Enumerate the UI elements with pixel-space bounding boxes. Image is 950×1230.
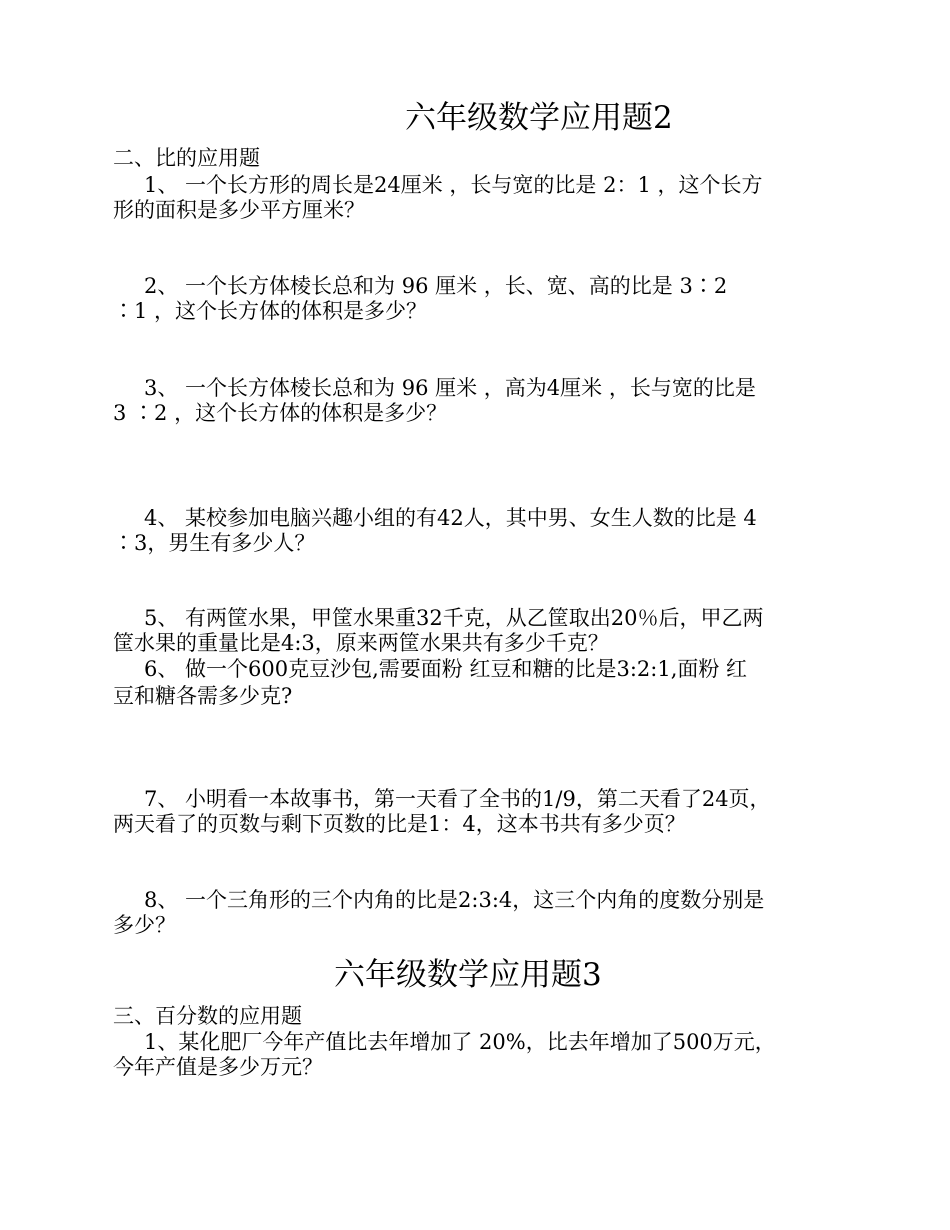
problem-7-line-1: 7、 小明看一本故事书，第一天看了全书的1/9，第二天看了24页， bbox=[144, 787, 771, 811]
problem-5-line-1: 5、 有两筐水果，甲筐水果重32千克，从乙筐取出20％后，甲乙两 bbox=[144, 606, 764, 630]
problem-4-line-2: ∶3，男生有多少人？ bbox=[113, 531, 316, 555]
section-2-heading: 二、比的应用题 bbox=[113, 146, 260, 170]
problem-2-line-1: 2、 一个长方体棱长总和为 96 厘米 ，长、宽、高的比是 3∶2 bbox=[144, 274, 728, 298]
section-3-problem-1-line-2: 今年产值是多少万元？ bbox=[113, 1055, 323, 1079]
problem-3-line-1: 3、 一个长方体棱长总和为 96 厘米 ，高为4厘米 ，长与宽的比是 bbox=[144, 376, 756, 400]
problem-4-line-1: 4、 某校参加电脑兴趣小组的有42人，其中男、女生人数的比是 4 bbox=[144, 506, 757, 530]
section-3-problem-1-line-1: 1、某化肥厂今年产值比去年增加了 20%，比去年增加了500万元， bbox=[144, 1030, 776, 1054]
problem-7-line-2: 两天看了的页数与剩下页数的比是1：4，这本书共有多少页？ bbox=[113, 812, 686, 836]
problem-1-line-1: 1、 一个长方形的周长是24厘米 ，长与宽的比是 2：1 ，这个长方 bbox=[144, 173, 763, 197]
problem-2-line-2: ∶1 ，这个长方体的体积是多少？ bbox=[113, 299, 428, 323]
problem-6-line-1: 6、 做一个600克豆沙包,需要面粉 红豆和糖的比是3:2:1,面粉 红 bbox=[144, 657, 748, 681]
section-3-title: 六年级数学应用题3 bbox=[334, 957, 602, 993]
problem-5-line-2: 筐水果的重量比是4:3，原来两筐水果共有多少千克？ bbox=[113, 631, 609, 655]
problem-1-line-2: 形的面积是多少平方厘米？ bbox=[113, 198, 365, 222]
problem-8-line-1: 8、 一个三角形的三个内角的比是2:3:4，这三个内角的度数分别是 bbox=[144, 888, 765, 912]
problem-8-line-2: 多少？ bbox=[113, 913, 176, 937]
problem-3-line-2: 3 ∶2 ，这个长方体的体积是多少？ bbox=[113, 401, 448, 425]
problem-6-line-2: 豆和糖各需多少克? bbox=[113, 684, 293, 708]
section-2-title: 六年级数学应用题2 bbox=[405, 100, 673, 136]
section-3-heading: 三、百分数的应用题 bbox=[113, 1004, 302, 1028]
